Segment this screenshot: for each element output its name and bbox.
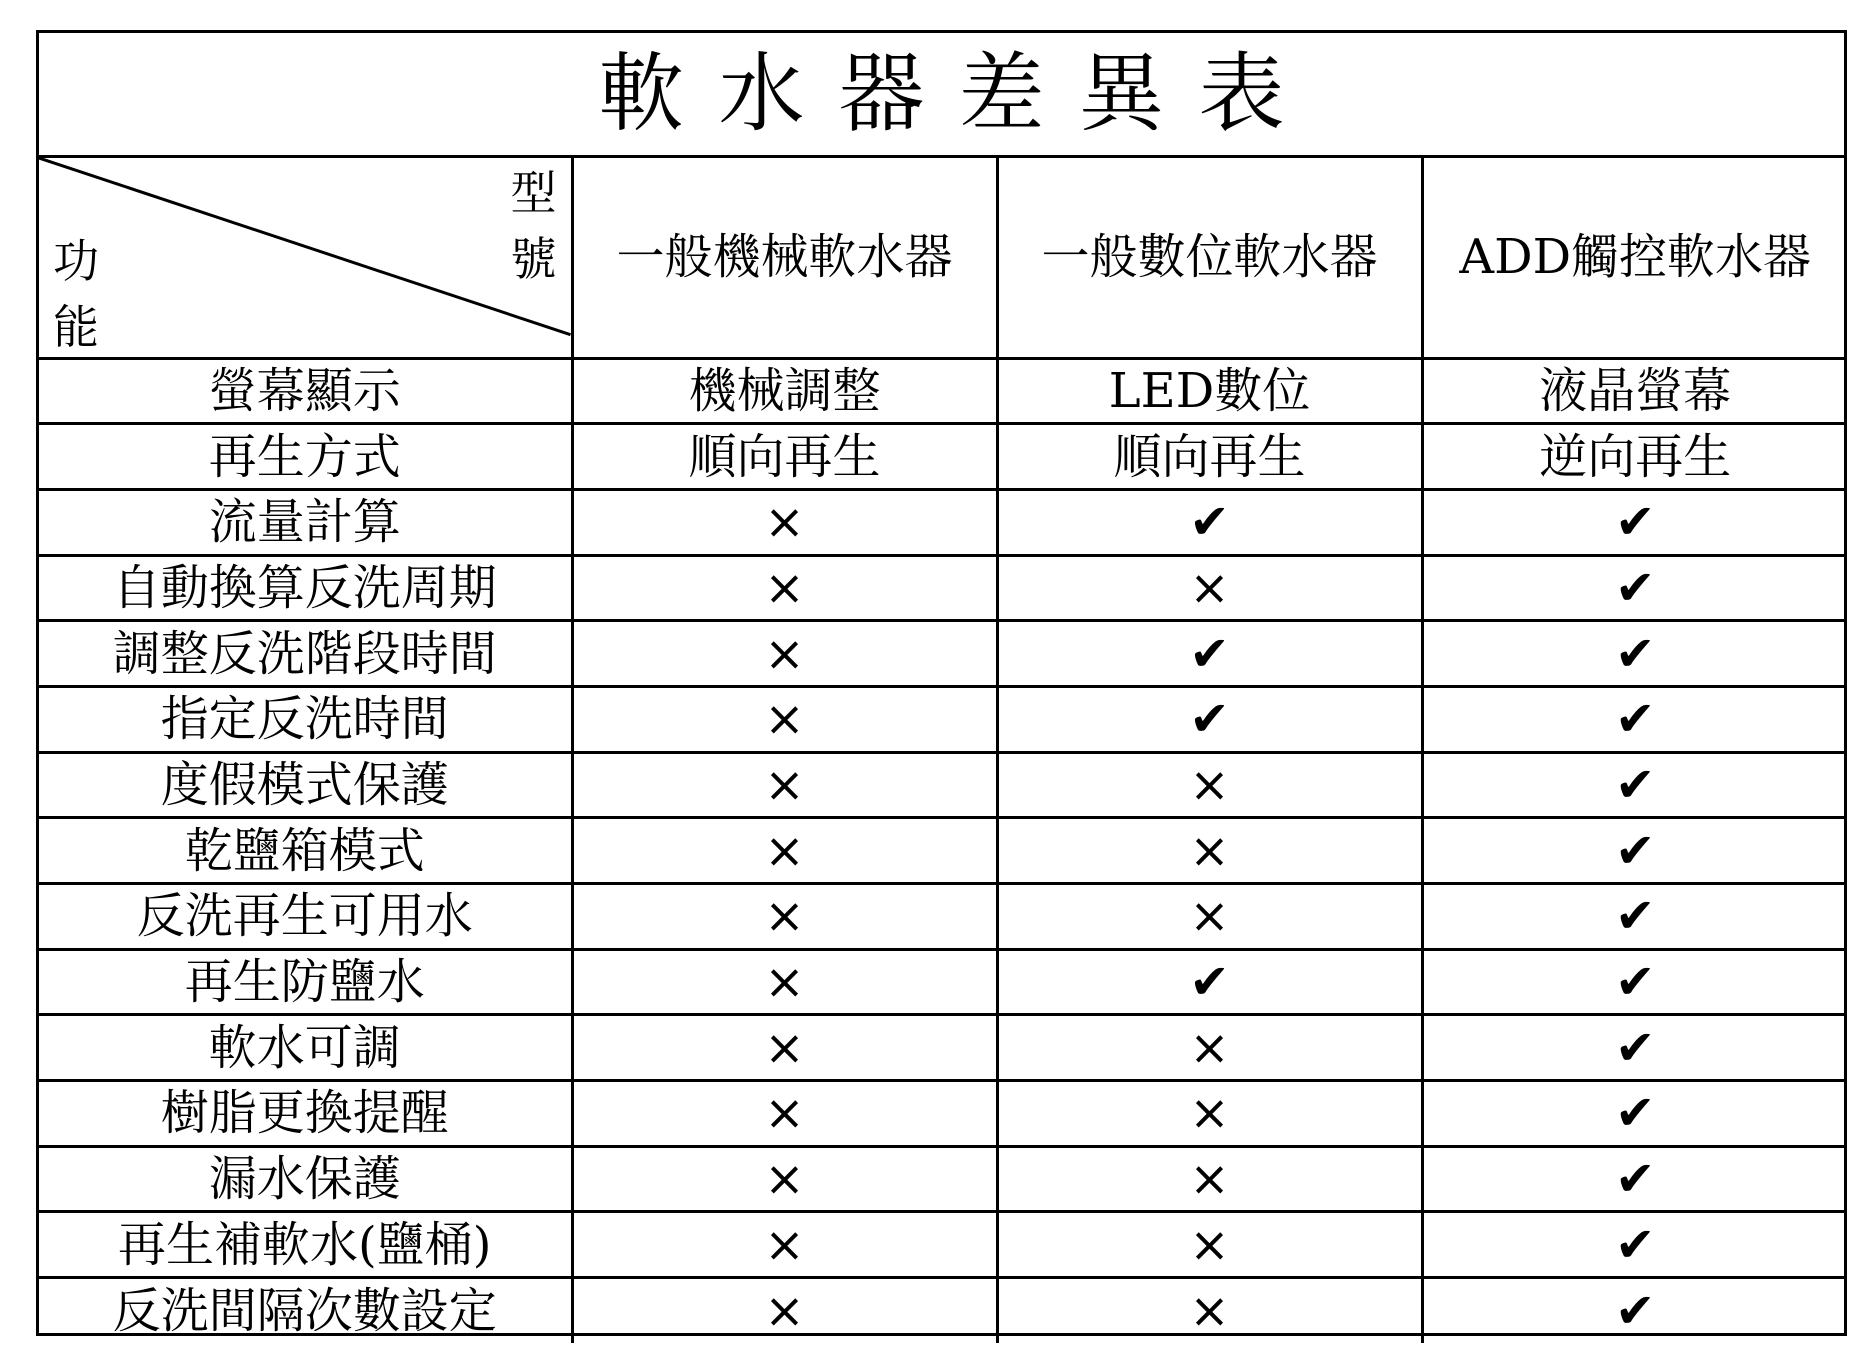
check-mark-icon: ✔: [1422, 1278, 1847, 1344]
cross-mark-icon: ×: [997, 1278, 1422, 1344]
check-mark-icon: ✔: [1422, 752, 1847, 818]
feature-label: 軟水可調: [39, 1015, 572, 1081]
cross-mark-icon: ×: [572, 818, 997, 884]
table-row: [39, 949, 1847, 1015]
cross-mark-icon: ×: [997, 752, 1422, 818]
table-row: [39, 884, 1847, 950]
cross-mark-icon: ×: [572, 1081, 997, 1147]
cross-mark-icon: ×: [997, 818, 1422, 884]
check-mark-icon: ✔: [1422, 1081, 1847, 1147]
feature-label: 乾鹽箱模式: [39, 818, 572, 884]
feature-label: 樹脂更換提醒: [39, 1081, 572, 1147]
model-axis-label-2: 號: [510, 232, 557, 286]
check-mark-icon: ✔: [1422, 489, 1847, 555]
check-mark-icon: ✔: [997, 489, 1422, 555]
check-mark-icon: ✔: [1422, 1015, 1847, 1081]
cross-mark-icon: ×: [572, 489, 997, 555]
cross-mark-icon: ×: [572, 686, 997, 752]
header-row: [39, 158, 1847, 358]
value-cell: 液晶螢幕: [1422, 358, 1847, 424]
feature-label: 指定反洗時間: [39, 686, 572, 752]
cross-mark-icon: ×: [997, 1146, 1422, 1212]
feature-label: 度假模式保護: [39, 752, 572, 818]
check-mark-icon: ✔: [997, 949, 1422, 1015]
feature-label: 再生方式: [39, 424, 572, 490]
table-row: [39, 358, 1847, 424]
feature-axis-label-1: 功: [53, 234, 99, 288]
cross-mark-icon: ×: [572, 752, 997, 818]
table-row: [39, 555, 1847, 621]
table-row: [39, 1212, 1847, 1278]
value-cell: 順向再生: [997, 424, 1422, 490]
check-mark-icon: ✔: [1422, 621, 1847, 687]
check-mark-icon: ✔: [997, 621, 1422, 687]
table-row: [39, 489, 1847, 555]
check-mark-icon: ✔: [1422, 1146, 1847, 1212]
check-mark-icon: ✔: [1422, 949, 1847, 1015]
model-axis-label-1: 型: [510, 166, 557, 220]
comparison-sheet: [36, 30, 1847, 1340]
cross-mark-icon: ×: [572, 884, 997, 950]
feature-label: 再生防鹽水: [39, 949, 572, 1015]
corner-header-cell: [39, 158, 572, 358]
check-mark-icon: ✔: [997, 686, 1422, 752]
cross-mark-icon: ×: [572, 555, 997, 621]
check-mark-icon: ✔: [1422, 1212, 1847, 1278]
table-row: [39, 686, 1847, 752]
table-row: [39, 752, 1847, 818]
value-cell: 順向再生: [572, 424, 997, 490]
value-cell: 機械調整: [572, 358, 997, 424]
table-row: [39, 1278, 1847, 1344]
feature-label: 反洗再生可用水: [39, 884, 572, 950]
cross-mark-icon: ×: [997, 1212, 1422, 1278]
model-header-digital: 一般數位軟水器: [997, 158, 1422, 358]
table-row: [39, 1146, 1847, 1212]
comparison-table: [39, 158, 1847, 1343]
feature-label: 螢幕顯示: [39, 358, 572, 424]
model-header-mechanical: 一般機械軟水器: [572, 158, 997, 358]
feature-label: 反洗間隔次數設定: [39, 1278, 572, 1344]
value-cell: 逆向再生: [1422, 424, 1847, 490]
cross-mark-icon: ×: [572, 949, 997, 1015]
table-row: [39, 424, 1847, 490]
cross-mark-icon: ×: [997, 1081, 1422, 1147]
check-mark-icon: ✔: [1422, 818, 1847, 884]
cross-mark-icon: ×: [572, 1212, 997, 1278]
cross-mark-icon: ×: [572, 1146, 997, 1212]
cross-mark-icon: ×: [572, 1015, 997, 1081]
feature-label: 漏水保護: [39, 1146, 572, 1212]
check-mark-icon: ✔: [1422, 884, 1847, 950]
check-mark-icon: ✔: [1422, 686, 1847, 752]
cross-mark-icon: ×: [997, 1015, 1422, 1081]
cross-mark-icon: ×: [997, 555, 1422, 621]
model-header-touch: ADD觸控軟水器: [1422, 158, 1847, 358]
diagonal-divider: [39, 158, 571, 357]
feature-axis-label-2: 能: [53, 300, 99, 354]
feature-label: 自動換算反洗周期: [39, 555, 572, 621]
table-row: [39, 818, 1847, 884]
page-title: 軟水器差異表: [598, 44, 1319, 144]
table-row: [39, 1081, 1847, 1147]
cross-mark-icon: ×: [572, 1278, 997, 1344]
check-mark-icon: ✔: [1422, 555, 1847, 621]
cross-mark-icon: ×: [997, 884, 1422, 950]
feature-label: 再生補軟水(鹽桶): [39, 1212, 572, 1278]
table-row: [39, 1015, 1847, 1081]
table-row: [39, 621, 1847, 687]
value-cell: LED數位: [997, 358, 1422, 424]
feature-label: 調整反洗階段時間: [39, 621, 572, 687]
feature-label: 流量計算: [39, 489, 572, 555]
title-row: [39, 33, 1844, 158]
cross-mark-icon: ×: [572, 621, 997, 687]
